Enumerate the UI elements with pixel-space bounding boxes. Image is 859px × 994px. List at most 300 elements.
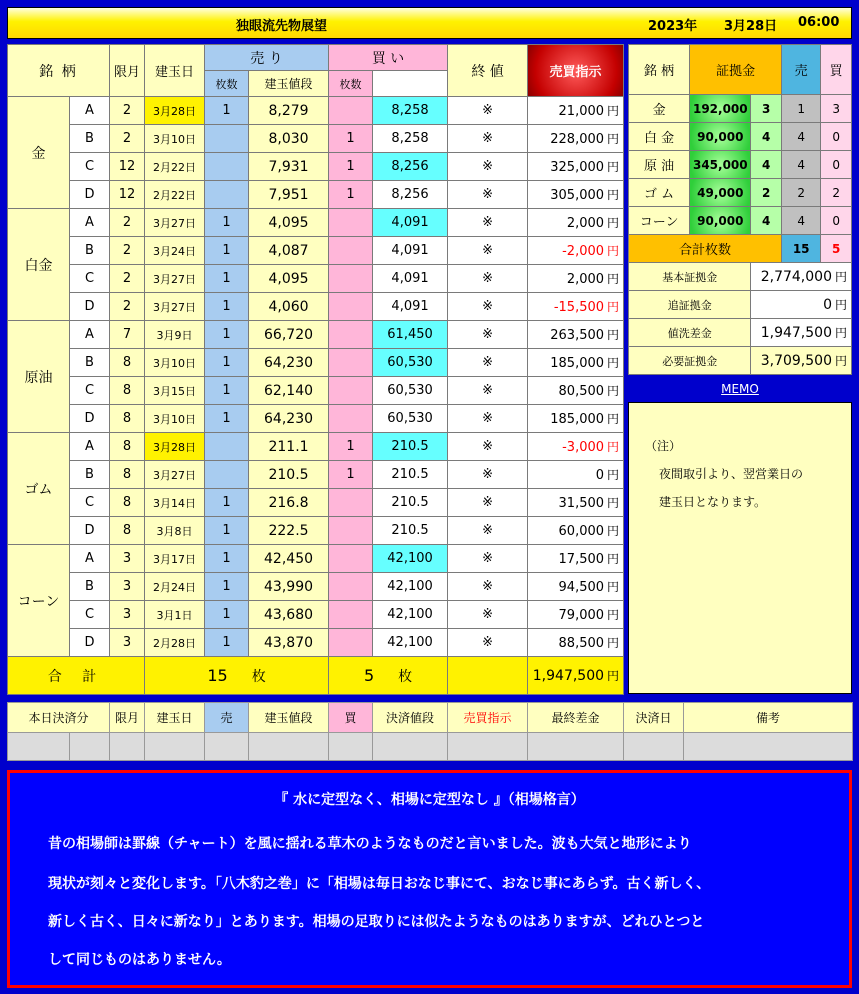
sell-count: 1 [205, 377, 249, 405]
buy-count [329, 209, 373, 237]
table-row [8, 321, 624, 349]
sell-count: 1 [205, 237, 249, 265]
settle-cell [70, 733, 110, 761]
total-sell-unit: 枚 [251, 668, 266, 685]
margin-total-buy: 5 [821, 235, 852, 263]
total-empty [448, 657, 528, 695]
mark-to-market-diff [528, 153, 624, 181]
sell-count: 1 [205, 97, 249, 125]
trade-signal[interactable]: ※ [448, 489, 528, 517]
mark-to-market-diff [528, 377, 624, 405]
open-price: 216.8 [249, 489, 329, 517]
close-price: 8,258 [373, 125, 448, 153]
table-row [8, 601, 624, 629]
diff-value: 2,000 [566, 272, 605, 287]
contract-id: D [70, 517, 110, 545]
market-proverb-box [7, 770, 852, 988]
open-price: 4,060 [249, 293, 329, 321]
open-price: 211.1 [249, 433, 329, 461]
open-date: 3月10日 [145, 405, 205, 433]
diff-value: 185,000 [550, 412, 605, 427]
yen-unit: 円 [834, 326, 847, 340]
diff-value: 2,000 [566, 216, 605, 231]
mark-to-market-diff [528, 629, 624, 657]
commodity-name: 原油 [8, 321, 70, 433]
mark-to-market-diff [528, 265, 624, 293]
margin-commodity: 白 金 [629, 123, 690, 151]
table-row [8, 517, 624, 545]
diff-value: 305,000 [550, 188, 605, 203]
trade-signal[interactable]: ※ [448, 181, 528, 209]
contract-id: A [70, 97, 110, 125]
close-price: 42,100 [373, 545, 448, 573]
diff-value: -3,000 [562, 440, 605, 455]
table-row [8, 349, 624, 377]
buy-count: 1 [329, 125, 373, 153]
header-baibai-shiji[interactable]: 売買指示 [528, 45, 624, 97]
diff-value: 80,500 [558, 384, 605, 399]
trade-signal[interactable]: ※ [448, 405, 528, 433]
sell-count [205, 153, 249, 181]
close-price: 61,450 [373, 321, 448, 349]
sell-count [205, 433, 249, 461]
contract-id: B [70, 461, 110, 489]
yen-unit: 円 [607, 440, 620, 454]
summary-value: 0 [823, 297, 832, 313]
sell-count: 1 [205, 545, 249, 573]
close-price: 60,530 [373, 405, 448, 433]
total-row [8, 657, 624, 695]
open-date: 3月8日 [145, 517, 205, 545]
trade-signal[interactable]: ※ [448, 209, 528, 237]
margin-multiplier: 2 [751, 179, 782, 207]
margin-row [629, 207, 852, 235]
table-row [8, 209, 624, 237]
trade-signal[interactable]: ※ [448, 293, 528, 321]
table-row [8, 405, 624, 433]
total-buy-count: 5 [363, 665, 375, 685]
mark-to-market-diff [528, 97, 624, 125]
contract-id: B [70, 573, 110, 601]
date-year: 2023年 [648, 19, 698, 34]
open-date: 3月27日 [145, 293, 205, 321]
diff-value: 79,000 [558, 608, 605, 623]
open-price: 4,087 [249, 237, 329, 265]
contract-month: 8 [110, 377, 145, 405]
mark-to-market-diff [528, 517, 624, 545]
close-price: 42,100 [373, 573, 448, 601]
header-meigara: 銘 柄 [8, 45, 110, 97]
margin-total-row [629, 235, 852, 263]
commodity-name: 白金 [8, 209, 70, 321]
close-price: 4,091 [373, 237, 448, 265]
header-tategyoku-nedan: 建玉値段 [249, 71, 329, 97]
buy-count [329, 321, 373, 349]
mark-to-market-diff [528, 545, 624, 573]
contract-id: D [70, 181, 110, 209]
settle-cell [205, 733, 249, 761]
yen-unit: 円 [607, 580, 620, 594]
margin-multiplier: 4 [751, 123, 782, 151]
yen-unit: 円 [834, 354, 847, 368]
trade-signal[interactable]: ※ [448, 433, 528, 461]
time-display: 06:00 [798, 15, 840, 30]
contract-id: C [70, 265, 110, 293]
open-price: 4,095 [249, 265, 329, 293]
buy-count [329, 405, 373, 433]
margin-row [629, 95, 852, 123]
diff-value: 31,500 [558, 496, 605, 511]
contract-month: 2 [110, 293, 145, 321]
sell-count: 1 [205, 517, 249, 545]
open-date: 3月9日 [145, 321, 205, 349]
summary-value-cell [751, 291, 852, 319]
margin-amount: 49,000 [690, 179, 751, 207]
summary-row [629, 347, 852, 375]
close-price: 4,091 [373, 209, 448, 237]
margin-buy: 0 [821, 151, 852, 179]
contract-id: A [70, 209, 110, 237]
yen-unit: 円 [607, 356, 620, 370]
open-date: 3月27日 [145, 265, 205, 293]
trade-signal[interactable]: ※ [448, 265, 528, 293]
margin-commodity: 金 [629, 95, 690, 123]
contract-id: A [70, 433, 110, 461]
buy-count [329, 265, 373, 293]
mark-to-market-diff [528, 237, 624, 265]
open-price: 8,279 [249, 97, 329, 125]
yen-unit: 円 [607, 524, 620, 538]
settle-cell [373, 733, 448, 761]
trade-signal[interactable]: ※ [448, 97, 528, 125]
mark-to-market-diff [528, 573, 624, 601]
trade-signal[interactable]: ※ [448, 125, 528, 153]
mark-to-market-diff [528, 321, 624, 349]
mark-to-market-diff [528, 405, 624, 433]
summary-label: 追証拠金 [629, 291, 751, 319]
margin-total-label: 合計枚数 [629, 235, 782, 263]
sell-count: 1 [205, 601, 249, 629]
summary-label: 基本証拠金 [629, 263, 751, 291]
margin-commodity: 原 油 [629, 151, 690, 179]
margin-multiplier: 4 [751, 207, 782, 235]
summary-label: 必要証拠金 [629, 347, 751, 375]
open-date: 3月27日 [145, 461, 205, 489]
diff-value: 0 [595, 468, 605, 483]
mark-to-market-diff [528, 489, 624, 517]
summary-label: 値洗差金 [629, 319, 751, 347]
summary-value-cell [751, 347, 852, 375]
settle-header-today: 本日決済分 [8, 703, 110, 733]
open-price: 43,870 [249, 629, 329, 657]
diff-value: 17,500 [558, 552, 605, 567]
diff-value: 88,500 [558, 636, 605, 651]
margin-amount: 192,000 [690, 95, 751, 123]
close-price: 4,091 [373, 293, 448, 321]
yen-unit: 円 [607, 188, 620, 202]
contract-id: C [70, 489, 110, 517]
open-price: 62,140 [249, 377, 329, 405]
settle-cell [624, 733, 684, 761]
table-row [8, 545, 624, 573]
diff-value: 60,000 [558, 524, 605, 539]
buy-count [329, 97, 373, 125]
table-row [8, 293, 624, 321]
margin-header-uri: 売 [782, 45, 821, 95]
yen-unit: 円 [607, 104, 620, 118]
buy-count: 1 [329, 461, 373, 489]
contract-id: C [70, 377, 110, 405]
diff-value: 185,000 [550, 356, 605, 371]
settle-header-baibai-shiji: 売買指示 [448, 703, 528, 733]
contract-month: 8 [110, 517, 145, 545]
margin-amount: 345,000 [690, 151, 751, 179]
date-month-day: 3月28日 [724, 19, 778, 34]
yen-unit: 円 [607, 244, 620, 258]
trade-signal[interactable]: ※ [448, 601, 528, 629]
sell-count: 1 [205, 573, 249, 601]
contract-month: 3 [110, 545, 145, 573]
open-price: 210.5 [249, 461, 329, 489]
margin-total-sell: 15 [782, 235, 821, 263]
contract-month: 2 [110, 97, 145, 125]
diff-value: 21,000 [558, 104, 605, 119]
summary-row [629, 319, 852, 347]
header-kai: 買 い [329, 45, 448, 71]
summary-value: 1,947,500 [760, 325, 832, 341]
trade-signal[interactable]: ※ [448, 237, 528, 265]
open-price: 222.5 [249, 517, 329, 545]
positions-table [7, 44, 624, 695]
close-price: 42,100 [373, 629, 448, 657]
open-price: 64,230 [249, 405, 329, 433]
settle-header-tategyokubi: 建玉日 [145, 703, 205, 733]
open-date: 3月27日 [145, 209, 205, 237]
contract-id: D [70, 405, 110, 433]
yen-unit: 円 [607, 384, 620, 398]
mark-to-market-diff [528, 461, 624, 489]
total-sell-cell [145, 657, 329, 695]
settle-header-gengetsu: 限月 [110, 703, 145, 733]
contract-month: 3 [110, 601, 145, 629]
trade-signal[interactable]: ※ [448, 545, 528, 573]
table-row [8, 97, 624, 125]
sell-count: 1 [205, 629, 249, 657]
mark-to-market-diff [528, 433, 624, 461]
margin-row [629, 179, 852, 207]
margin-commodity: コーン [629, 207, 690, 235]
open-price: 43,680 [249, 601, 329, 629]
yen-unit: 円 [834, 298, 847, 312]
settle-header-uri: 売 [205, 703, 249, 733]
diff-value: 94,500 [558, 580, 605, 595]
mark-to-market-diff [528, 125, 624, 153]
header-tategyokubi: 建玉日 [145, 45, 205, 97]
buy-count [329, 517, 373, 545]
close-price: 210.5 [373, 433, 448, 461]
trade-signal[interactable]: ※ [448, 629, 528, 657]
memo-line-2: 夜間取引より、翌営業日の [659, 467, 804, 481]
proverb-line-2: 現状が刻々と変化します。「八木豹之巻」に「相場は毎日おなじ事にて、おなじ事にあらず。古く新しく、 [48, 876, 711, 892]
margin-amount: 90,000 [690, 123, 751, 151]
buy-count [329, 349, 373, 377]
open-price: 4,095 [249, 209, 329, 237]
summary-value-cell [751, 263, 852, 291]
contract-month: 8 [110, 461, 145, 489]
margin-sell: 2 [782, 179, 821, 207]
buy-count: 1 [329, 181, 373, 209]
header-buy-maisu: 枚数 [329, 71, 373, 97]
settle-header-saishu-sakin: 最終差金 [528, 703, 624, 733]
close-price: 4,091 [373, 265, 448, 293]
open-price: 8,030 [249, 125, 329, 153]
margin-buy: 2 [821, 179, 852, 207]
yen-unit: 円 [607, 468, 620, 482]
commodity-name: 金 [8, 97, 70, 209]
mark-to-market-diff [528, 293, 624, 321]
mark-to-market-diff [528, 349, 624, 377]
contract-month: 2 [110, 237, 145, 265]
trade-signal[interactable]: ※ [448, 573, 528, 601]
sell-count: 1 [205, 405, 249, 433]
settle-cell [145, 733, 205, 761]
sell-count: 1 [205, 293, 249, 321]
open-price: 66,720 [249, 321, 329, 349]
buy-count [329, 629, 373, 657]
summary-value: 3,709,500 [760, 353, 832, 369]
margin-sell: 1 [782, 95, 821, 123]
open-date: 3月1日 [145, 601, 205, 629]
trade-signal[interactable]: ※ [448, 461, 528, 489]
trade-signal[interactable]: ※ [448, 377, 528, 405]
header-owarine: 終 値 [448, 45, 528, 97]
total-label: 合 計 [8, 657, 145, 695]
contract-id: D [70, 629, 110, 657]
contract-month: 8 [110, 349, 145, 377]
summary-row [629, 263, 852, 291]
trade-signal[interactable]: ※ [448, 153, 528, 181]
margin-sell: 4 [782, 207, 821, 235]
buy-count [329, 601, 373, 629]
table-row [8, 125, 624, 153]
sell-count [205, 181, 249, 209]
close-price: 8,256 [373, 181, 448, 209]
trade-signal[interactable]: ※ [448, 517, 528, 545]
header-uri: 売 り [205, 45, 329, 71]
total-buy-unit: 枚 [398, 668, 413, 685]
close-price: 210.5 [373, 517, 448, 545]
settle-header-tategyoku-nedan: 建玉値段 [249, 703, 329, 733]
contract-month: 8 [110, 433, 145, 461]
settle-cell [329, 733, 373, 761]
margin-multiplier: 3 [751, 95, 782, 123]
memo-line-3: 建玉日となります。 [659, 495, 767, 509]
open-date: 3月10日 [145, 349, 205, 377]
margin-row [629, 151, 852, 179]
contract-id: A [70, 545, 110, 573]
table-row [8, 433, 624, 461]
buy-count: 1 [329, 433, 373, 461]
buy-count [329, 237, 373, 265]
table-row [8, 265, 624, 293]
buy-count [329, 573, 373, 601]
commodity-name: コーン [8, 545, 70, 657]
trade-signal[interactable]: ※ [448, 321, 528, 349]
open-date: 2月28日 [145, 629, 205, 657]
title-bar [7, 7, 852, 39]
diff-value: 263,500 [550, 328, 605, 343]
sell-count: 1 [205, 489, 249, 517]
open-date: 3月15日 [145, 377, 205, 405]
proverb-line-1: 昔の相場師は罫線（チャート）を風に揺れる草木のようなものだと言いました。波も大気と地形により [48, 836, 692, 852]
yen-unit: 円 [607, 328, 620, 342]
sell-count [205, 461, 249, 489]
total-buy-cell [329, 657, 448, 695]
page-title: 独眼流先物展望 [236, 19, 328, 34]
contract-month: 8 [110, 489, 145, 517]
trade-signal[interactable]: ※ [448, 349, 528, 377]
open-price: 7,951 [249, 181, 329, 209]
margin-table [628, 44, 852, 375]
diff-value: 228,000 [550, 132, 605, 147]
yen-unit: 円 [607, 216, 620, 230]
contract-month: 2 [110, 125, 145, 153]
summary-value: 2,774,000 [760, 269, 832, 285]
contract-id: B [70, 349, 110, 377]
margin-commodity: ゴ ム [629, 179, 690, 207]
sell-count: 1 [205, 349, 249, 377]
contract-month: 3 [110, 573, 145, 601]
close-price: 8,258 [373, 97, 448, 125]
margin-header-shokokin: 証拠金 [690, 45, 782, 95]
sell-count: 1 [205, 265, 249, 293]
table-row [8, 573, 624, 601]
header-sell-maisu: 枚数 [205, 71, 249, 97]
yen-unit: 円 [607, 669, 620, 683]
contract-month: 7 [110, 321, 145, 349]
close-price: 60,530 [373, 349, 448, 377]
open-date: 2月24日 [145, 573, 205, 601]
memo-box [628, 402, 852, 694]
open-price: 64,230 [249, 349, 329, 377]
close-price: 210.5 [373, 461, 448, 489]
contract-month: 2 [110, 209, 145, 237]
table-row [8, 461, 624, 489]
contract-month: 12 [110, 153, 145, 181]
settle-header-kai: 買 [329, 703, 373, 733]
close-price: 42,100 [373, 601, 448, 629]
sell-count: 1 [205, 321, 249, 349]
memo-link[interactable]: MEMO [721, 382, 759, 396]
open-price: 42,450 [249, 545, 329, 573]
open-date: 2月22日 [145, 181, 205, 209]
mark-to-market-diff [528, 209, 624, 237]
yen-unit: 円 [607, 552, 620, 566]
margin-row [629, 123, 852, 151]
open-date: 3月10日 [145, 125, 205, 153]
margin-amount: 90,000 [690, 207, 751, 235]
open-date: 3月24日 [145, 237, 205, 265]
summary-value-cell [751, 319, 852, 347]
contract-month: 3 [110, 629, 145, 657]
margin-header-kai: 買 [821, 45, 852, 95]
buy-count: 1 [329, 153, 373, 181]
open-date: 3月17日 [145, 545, 205, 573]
settle-cell [684, 733, 853, 761]
summary-row [629, 291, 852, 319]
open-date: 3月28日 [145, 97, 205, 125]
close-price: 60,530 [373, 377, 448, 405]
